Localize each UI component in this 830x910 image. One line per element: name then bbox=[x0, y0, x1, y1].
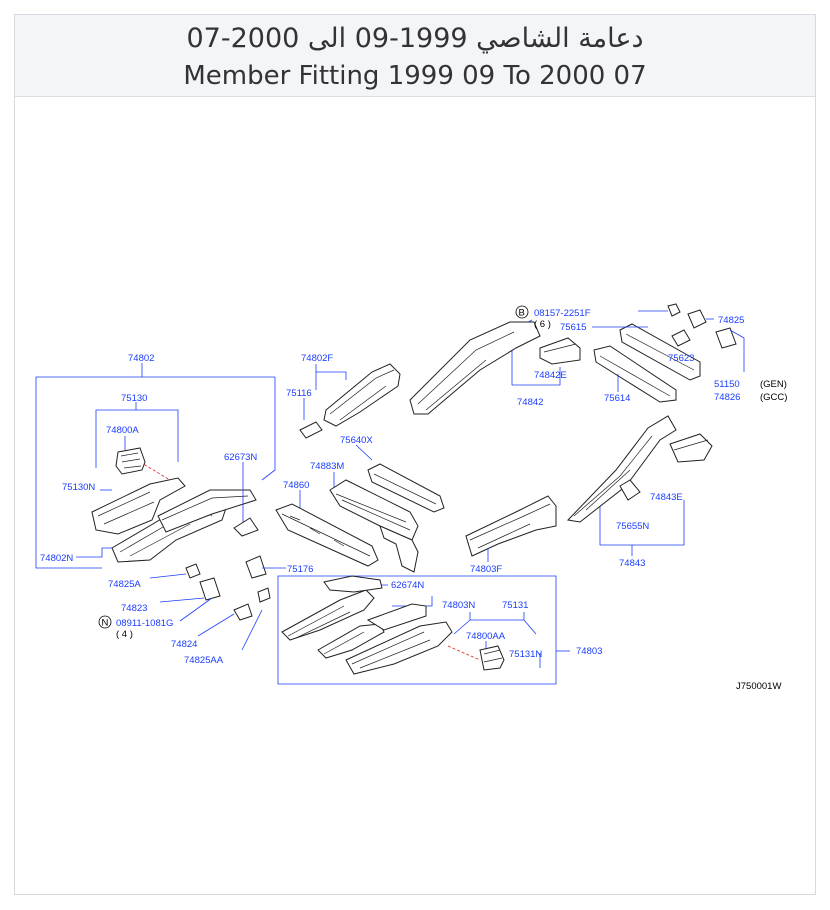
label-74842[interactable]: 74842 bbox=[517, 397, 544, 408]
label-74803N[interactable]: 74803N bbox=[442, 600, 476, 611]
label-74800A[interactable]: 74800A bbox=[106, 425, 139, 436]
part-74843E[interactable] bbox=[670, 434, 712, 462]
label-74802F[interactable]: 74802F bbox=[301, 353, 334, 364]
title-english: Member Fitting 1999 09 To 2000 07 bbox=[183, 61, 647, 91]
label-74825[interactable]: 74825 bbox=[718, 315, 745, 326]
label-62673N[interactable]: 62673N bbox=[224, 452, 258, 463]
part-74800A[interactable] bbox=[116, 448, 145, 474]
label-74842E[interactable]: 74842E bbox=[534, 370, 567, 381]
label-74825AA[interactable]: 74825AA bbox=[184, 655, 224, 666]
label-75623[interactable]: 75623 bbox=[668, 353, 695, 364]
part-74825A[interactable] bbox=[186, 564, 200, 578]
label-74843E[interactable]: 74843E bbox=[650, 492, 683, 503]
part-62674N[interactable] bbox=[324, 576, 382, 592]
label-62674N[interactable]: 62674N bbox=[391, 580, 425, 591]
label-51150[interactable]: 51150 bbox=[714, 379, 740, 390]
group-74803F bbox=[466, 496, 556, 562]
group-small-parts bbox=[150, 556, 286, 650]
label-74825A[interactable]: 74825A bbox=[108, 579, 141, 590]
label-74883M[interactable]: 74883M bbox=[310, 461, 345, 472]
label-75640X[interactable]: 75640X bbox=[340, 435, 373, 446]
label-75614[interactable]: 75614 bbox=[604, 393, 631, 404]
label-75655N[interactable]: 75655N bbox=[616, 521, 650, 532]
group-middle bbox=[276, 445, 444, 572]
part-74843[interactable] bbox=[568, 416, 676, 522]
label-75176[interactable]: 75176 bbox=[287, 564, 314, 575]
part-08157-2251F-bolt[interactable] bbox=[668, 304, 680, 316]
note-gcc: (GCC) bbox=[760, 392, 788, 403]
part-74825[interactable] bbox=[688, 310, 706, 328]
part-62673N[interactable] bbox=[234, 518, 258, 536]
qty-4: ( 4 ) bbox=[116, 629, 133, 640]
diagram-code: J750001W bbox=[736, 681, 782, 692]
part-74824[interactable] bbox=[234, 604, 252, 620]
label-75131N[interactable]: 75131N bbox=[509, 649, 543, 660]
part-74823[interactable] bbox=[200, 578, 220, 600]
qty-6: ( 6 ) bbox=[534, 319, 551, 330]
label-75130N[interactable]: 75130N bbox=[62, 482, 96, 493]
group-74802 bbox=[36, 363, 275, 568]
b-circle-label: B bbox=[518, 307, 525, 319]
group-74843 bbox=[568, 416, 712, 556]
title-arabic: دعامة الشاصي 1999-09 الى 2000-07 bbox=[186, 23, 644, 54]
part-74802F[interactable] bbox=[324, 364, 400, 426]
label-75131[interactable]: 75131 bbox=[502, 600, 529, 611]
label-74826[interactable]: 74826 bbox=[714, 392, 741, 403]
n-circle-label: N bbox=[101, 617, 109, 629]
label-74802N[interactable]: 74802N bbox=[40, 553, 74, 564]
label-08911-1081G[interactable]: 08911-1081G bbox=[116, 618, 174, 629]
part-75176[interactable] bbox=[246, 556, 266, 578]
label-75615[interactable]: 75615 bbox=[560, 322, 587, 333]
label-74843[interactable]: 74843 bbox=[619, 558, 646, 569]
label-74800AA[interactable]: 74800AA bbox=[466, 631, 506, 642]
group-74802F bbox=[300, 364, 400, 438]
label-08157-2251F[interactable]: 08157-2251F bbox=[534, 308, 591, 319]
label-74823[interactable]: 74823 bbox=[121, 603, 148, 614]
note-gen: (GEN) bbox=[760, 379, 787, 390]
label-75116[interactable]: 75116 bbox=[286, 388, 312, 399]
label-74824[interactable]: 74824 bbox=[171, 639, 198, 650]
part-75116[interactable] bbox=[300, 422, 322, 438]
part-74842E[interactable] bbox=[540, 338, 580, 364]
part-51150[interactable] bbox=[716, 328, 736, 348]
label-75130[interactable]: 75130 bbox=[121, 393, 148, 404]
label-74803[interactable]: 74803 bbox=[576, 646, 603, 657]
label-74803F[interactable]: 74803F bbox=[470, 564, 503, 575]
part-74825AA-nut[interactable] bbox=[258, 588, 270, 602]
group-74803 bbox=[278, 576, 570, 684]
label-74860[interactable]: 74860 bbox=[283, 480, 310, 491]
label-74802[interactable]: 74802 bbox=[128, 353, 155, 364]
part-75623[interactable] bbox=[672, 330, 690, 346]
